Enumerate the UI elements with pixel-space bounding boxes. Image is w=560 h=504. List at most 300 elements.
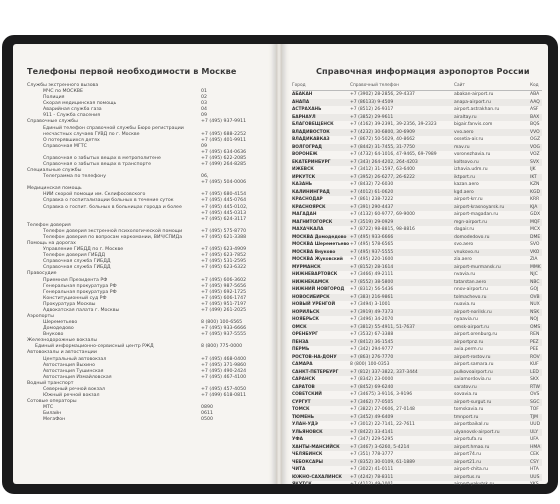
airport-site: airport-chita.ru <box>454 467 488 472</box>
airport-site: domodedovo.ru <box>454 234 490 240</box>
airport-code: CSY <box>530 459 539 465</box>
airport-code: PEE <box>530 347 539 352</box>
table-row <box>292 399 542 407</box>
entry-number: +7 (495) 445-0102, <box>201 204 248 210</box>
entry-label: 911 - Служба спасения <box>43 113 101 119</box>
table-row <box>292 459 542 467</box>
airport-site: airport.samara.ru <box>454 362 494 367</box>
table-row <box>292 324 542 332</box>
airport-site: airportbaikal.ru <box>454 422 489 427</box>
entry-number: +7 (495) 467-4100 <box>201 374 247 380</box>
airport-code: VOG <box>530 144 541 150</box>
entry-label: Справочная служба ГИБДД <box>43 259 111 265</box>
airport-phone: +7 (86133) 9-4509 <box>350 99 394 105</box>
airport-site: airport.astrakhan.ru <box>454 107 500 112</box>
table-row <box>292 361 542 369</box>
entry-label: Северный речной вокзал <box>43 386 106 392</box>
airport-code: OMS <box>530 324 541 330</box>
airport-code: VVO <box>530 129 540 135</box>
airport-city: КАЗАНЬ <box>292 182 313 187</box>
airport-site: airport-magadan.ru <box>454 212 499 217</box>
airport-city: НИЖНЕВАРТОВСК <box>292 272 338 277</box>
table-row <box>292 376 542 384</box>
airport-code: TOF <box>530 407 539 412</box>
airport-code: HMA <box>530 444 541 450</box>
entry-number: +7 (495) 457-4050 <box>201 386 247 392</box>
airport-site: vvo.aero <box>454 129 474 135</box>
table-row <box>292 436 542 444</box>
airport-city: НОВОСИБИРСК <box>292 294 330 300</box>
airport-site: koltsovo.ru <box>454 159 479 165</box>
table-row <box>292 219 542 227</box>
table-row <box>292 391 542 399</box>
airport-phone: +7 (8422) 33-4141 <box>350 429 394 435</box>
airport-phone: +7 (3452) 49-6409 <box>350 414 394 420</box>
airport-code: UUS <box>530 474 540 480</box>
airport-phone: +7 (4112) 49-1001 <box>350 482 394 487</box>
airport-city: УФА <box>292 437 303 442</box>
table-row <box>292 309 542 317</box>
phone-entry <box>27 417 275 423</box>
airport-city: ПЕНЗА <box>292 339 309 345</box>
table-row <box>292 294 542 302</box>
airport-phone: +7 (4732) 64-1016, 47-9465, 69-7989 <box>350 152 437 157</box>
table-row <box>292 429 542 437</box>
airport-city: НОРИЛЬСК <box>292 309 320 315</box>
entry-label: Домодедово <box>43 326 74 332</box>
table-row <box>292 159 542 167</box>
airport-city: МОСКВА Домодедово <box>292 234 347 240</box>
entry-number: +7 (495) 445-0764 <box>201 198 247 204</box>
airport-phone: +7 (812) 337-3822, 337-3444 <box>350 369 418 375</box>
table-row <box>292 271 542 279</box>
airport-phone: +7 (391) 290-4437 <box>350 204 394 210</box>
entry-number: +7 (499) 264-8285 <box>201 162 247 168</box>
airport-code: SKX <box>530 377 539 382</box>
entry-label: Телефон доверия ГИБДД <box>43 253 106 259</box>
airport-phone: +7 (861) 238-7222 <box>350 197 394 202</box>
airport-city: ИРКУТСК <box>292 174 316 180</box>
entry-number: 09 <box>201 143 207 149</box>
table-row <box>292 151 542 159</box>
entry-label: Телефон доверия <box>27 222 71 228</box>
entry-label: Единый информационно-сервисный центр РЖД <box>35 344 154 350</box>
entry-number: 0611 <box>201 411 213 417</box>
table-row <box>292 369 542 377</box>
airport-city: ИЖЕВСК <box>292 167 314 172</box>
airport-code: NOJ <box>530 317 539 322</box>
airport-code: KZN <box>530 182 540 187</box>
airport-city: МОСКВА Жуковский <box>292 257 343 262</box>
airport-site: tolmachevo.ru <box>454 294 487 300</box>
entry-number: 0890 <box>201 405 213 411</box>
entry-number: +7 (495) 937-5555 <box>201 332 247 338</box>
table-row <box>292 249 542 257</box>
airport-code: NJC <box>530 272 538 277</box>
airport-site: anapa-airport.ru <box>454 99 491 105</box>
airport-code: KRR <box>530 197 540 202</box>
table-row <box>292 384 542 392</box>
entry-label: Центральный автовокзал <box>43 356 107 362</box>
airport-city: АНАПА <box>292 99 310 105</box>
airport-city: АБАКАН <box>292 92 313 97</box>
airport-phone: +7 (4232) 30-6800, 30-6909 <box>350 129 415 135</box>
left-page <box>13 44 276 484</box>
airport-site: sovavia.ru <box>454 392 478 397</box>
airport-city: САРАНСК <box>292 377 316 382</box>
entry-number: 01 <box>201 89 207 95</box>
entry-label: Аэропорты <box>27 313 54 319</box>
airport-phone: +7 (3012) 22-7141, 22-7611 <box>350 422 415 427</box>
table-row <box>292 129 542 137</box>
right-page <box>282 44 548 487</box>
entry-number: 04 <box>201 107 207 113</box>
table-row <box>292 481 542 489</box>
airport-city: АСТРАХАНЬ <box>292 107 322 112</box>
airport-site: iktport.ru <box>454 174 475 180</box>
airport-phone: +7 (3919) 49-7373 <box>350 309 394 315</box>
airport-phone: +7 (8452) 69-6240 <box>350 384 394 390</box>
entry-number: +7 (495) 371-9860 <box>201 362 247 368</box>
airport-city: САМАРА <box>292 362 313 367</box>
entry-label: Телефон доверия по вопросам наркомании, ВИЧ/СПИДа <box>43 234 183 240</box>
airport-code: BQS <box>530 122 540 127</box>
entry-label: Шереметьево <box>43 320 78 326</box>
entry-number: 09 <box>201 113 207 119</box>
airport-phone: +7 (3467) 3-6260, 5-4214 <box>350 444 410 450</box>
airport-city: МУРМАНСК <box>292 264 321 270</box>
entry-label: Справочная служба ГИБДД <box>43 265 111 271</box>
airport-phone: +7 (4132) 60-9777, 69-9000 <box>350 212 415 217</box>
airport-site: omsk-airport.ru <box>454 324 489 330</box>
airport-code: PEZ <box>530 339 539 345</box>
airport-city: САНКТ-ПЕТЕРБУРГ <box>292 369 339 375</box>
entry-label: Скорая медицинская помощь <box>43 101 117 107</box>
airport-code: KJA <box>530 204 538 210</box>
airport-city: ЯКУТСК <box>292 482 312 487</box>
airport-code: VOZ <box>530 152 540 157</box>
airport-code: BAX <box>530 114 540 120</box>
entry-label: Автовокзалы и автостанции <box>27 350 97 356</box>
airport-site: svo.aero <box>454 242 474 247</box>
airport-city: ВЛАДИВОСТОК <box>292 129 330 135</box>
entry-number: +7 (495) 624-3117 <box>201 216 247 222</box>
airport-code: NBC <box>530 279 540 285</box>
airport-site: airport21.ru <box>454 459 481 465</box>
airport-site: airportufa.ru <box>454 437 483 442</box>
entry-label: Автостанция Тушинская <box>43 368 104 374</box>
airport-phone: +7 (495) 933-6666 <box>350 234 394 240</box>
airport-site: airaltay.ru <box>454 114 477 120</box>
entry-number: 03 <box>201 101 207 107</box>
table-row <box>292 279 542 287</box>
airport-phone: +7 (4242) 78-8311 <box>350 474 394 480</box>
airport-phone: +7 (3822) 27-0606, 27-0148 <box>350 407 415 412</box>
airport-code: ABA <box>530 92 540 97</box>
airport-city: ОРЕНБУРГ <box>292 332 318 337</box>
entry-label: О потерявшихся детях <box>43 137 100 143</box>
entry-number: +7 (499) 618-0811 <box>201 392 247 398</box>
entry-label: Прокуратура Москвы <box>43 301 96 307</box>
entry-number: +7 (495) 623-6322 <box>201 265 247 271</box>
airport-city: ТОМСК <box>292 407 310 412</box>
airport-code: ULY <box>530 429 538 435</box>
entry-label: Автостанция Измайловская <box>43 374 112 380</box>
entry-number: +7 (495) 531-2595 <box>201 259 247 265</box>
airport-phone: +7 (3412) 31-1597, 63-6400 <box>350 167 415 172</box>
table-row <box>292 339 542 347</box>
entry-label: Справочная о забытых вещах в метрополитене <box>43 155 161 161</box>
airport-site: airport.orenburg.ru <box>454 332 498 337</box>
airport-code: ASF <box>530 107 539 112</box>
table-row <box>292 226 542 234</box>
airport-phone: +7 (8552) 38-5800 <box>350 279 394 285</box>
airport-city: НИЖНИЙ НОВГОРОД <box>292 287 345 292</box>
airport-code: HTA <box>530 467 539 472</box>
table-row <box>292 204 542 212</box>
airport-site: avia.perm.ru <box>454 347 483 352</box>
airport-phone: +7 (8152) 28-1614 <box>350 264 394 270</box>
airport-site: abakan-airport.ru <box>454 92 494 97</box>
entry-number: +7 (495) 445-0313 <box>201 210 247 216</box>
entry-number: +7 (495) 933-6666 <box>201 326 247 332</box>
table-row <box>292 106 542 114</box>
airport-phone: +7 (3462) 77-0505 <box>350 399 394 405</box>
airport-city: САРАТОВ <box>292 384 315 390</box>
airport-phone: +7 (347) 229-5295 <box>350 437 394 442</box>
airport-phone: +7 (3532) 67-3388 <box>350 332 394 337</box>
airport-phone: 8 (800) 100-0353 <box>350 362 390 367</box>
airport-site: dagair.ru <box>454 227 475 232</box>
entry-label: Приемная Президента РФ <box>43 277 108 283</box>
entry-label: Телефон доверия экстренной психологической помощи <box>43 228 183 234</box>
airport-site: vnukovo.ru <box>454 249 480 255</box>
airport-city: ЧЕБОКСАРЫ <box>292 459 323 465</box>
airport-phone: +7 (495) 220-1600 <box>350 257 394 262</box>
airport-site: saratov.ru <box>454 384 477 390</box>
airport-code: SVX <box>530 159 540 165</box>
airport-code: IJK <box>530 167 536 172</box>
airport-code: MQF <box>530 219 541 225</box>
entry-label: Билайн <box>43 411 62 417</box>
airport-city: ВЛАДИКАВКАЗ <box>292 137 330 142</box>
table-row <box>292 91 542 99</box>
airport-code: NSK <box>530 309 540 315</box>
airport-site: nvavia.ru <box>454 272 476 277</box>
airport-site: bigair.fanvis.com <box>454 122 493 127</box>
table-row <box>292 406 542 414</box>
airport-code: YKS <box>530 482 539 487</box>
airport-site: mgn-airport.ru <box>454 219 487 225</box>
entry-number: +7 (495) 490-2424 <box>201 368 247 374</box>
airport-phone: +7 (3022) 41-0111 <box>350 467 394 472</box>
airport-phone: +7 (495) 578-6565 <box>350 242 394 247</box>
airport-code: MMK <box>530 264 541 270</box>
table-row <box>292 301 542 309</box>
airport-code: DME <box>530 234 541 240</box>
entry-label: Справочные службы <box>27 119 78 125</box>
table-row <box>292 444 542 452</box>
table-row <box>292 421 542 429</box>
entry-number: +7 (495) 987-5656 <box>201 283 247 289</box>
entry-number: +7 (495) 622-2085 <box>201 155 247 161</box>
entry-number: +7 (495) 680-4154 <box>201 192 247 198</box>
entry-label: Справка о госпит. больных в больницах города и более <box>43 204 182 210</box>
airport-city: МАХАЧКАЛА <box>292 227 324 232</box>
entry-number: +7 (495) 937-9911 <box>201 119 247 125</box>
airport-phone: +7 (34675) 3-9116, 3-9196 <box>350 392 413 397</box>
airport-city: СОВЕТСКИЙ <box>292 392 322 397</box>
airport-phone: +7 (8352) 30-0109, 61-1889 <box>350 459 415 465</box>
moscow-phone-list <box>27 83 275 423</box>
airport-code: MCX <box>530 227 541 232</box>
airport-site: izhavia.udm.ru <box>454 167 488 172</box>
airport-phone: +7 (4162) 39-2391, 39-2356, 39-2323 <box>350 122 437 127</box>
entry-label: Сотовые операторы <box>27 399 77 405</box>
airport-city: МОСКВА Шереметьево <box>292 242 350 247</box>
airport-phone: +7 (3812) 55-4911, 51-7637 <box>350 324 415 330</box>
table-row <box>292 166 542 174</box>
airport-city: МАГНИТОГОРСК <box>292 219 333 225</box>
page-title: Справочная информация аэропортов России <box>316 66 530 76</box>
airport-site: airport74.ru <box>454 452 481 457</box>
table-row <box>292 316 542 324</box>
entry-number: +7 (495) 606-1747 <box>201 295 247 301</box>
airport-code: IKT <box>530 174 537 180</box>
airport-site: mav.ru <box>454 144 470 150</box>
entry-number: +7 (495) 623-7852 <box>201 253 247 259</box>
airport-site: nnov-airport.ru <box>454 287 488 292</box>
entry-label: несчастных случаев ГУВД по г. Москве <box>43 131 140 137</box>
airport-code: SVO <box>530 242 540 247</box>
airport-site: kazan.aero <box>454 182 479 187</box>
airport-city: БАРНАУЛ <box>292 114 316 120</box>
entry-label: Службы экстренного вызова <box>27 83 99 88</box>
table-row <box>292 136 542 144</box>
airport-site: airportpnz.ru <box>454 339 484 345</box>
table-row <box>292 354 542 362</box>
airport-city: ЕКАТЕРИНБУРГ <box>292 159 331 165</box>
airport-code: OGZ <box>530 137 541 142</box>
table-row <box>292 264 542 272</box>
entry-number: +7 (495) 692-1725 <box>201 289 247 295</box>
entry-number: +7 (495) 688-2252 <box>201 131 247 137</box>
airport-city: ОМСК <box>292 324 307 330</box>
table-row <box>292 466 542 474</box>
entry-number: +7 (495) 606-3602 <box>201 277 247 283</box>
airport-code: ZIA <box>530 257 538 262</box>
entry-label: Медицинская помощь <box>27 186 82 192</box>
airport-code: VKO <box>530 249 540 255</box>
airport-phone: +7 (343) 264-4202, 264-4203 <box>350 159 418 165</box>
airport-code: ROV <box>530 354 540 360</box>
airport-site: ossetia-air.ru <box>454 137 484 142</box>
table-row <box>292 331 542 339</box>
airport-city: ЮЖНО-САХАЛИНСК <box>292 474 342 480</box>
airport-phone: +7 (495) 937-5555 <box>350 249 394 255</box>
airport-site: airport.hmao.ru <box>454 444 490 450</box>
entry-number: +7 (495) 575-8770 <box>201 228 247 234</box>
airport-city: КАЛИНИНГРАД <box>292 189 330 195</box>
airport-phone: +7 (3952) 26-6277, 26-6222 <box>350 174 415 180</box>
airport-city: НИЖНЕКАМСК <box>292 279 329 285</box>
entry-number: 8 (800) 100-6565 <box>201 320 243 326</box>
airport-phone: +7 (863) 276-7770 <box>350 354 394 360</box>
page-title: Телефоны первой необходимости в Москве <box>27 66 237 76</box>
airport-code: UFA <box>530 437 539 442</box>
airport-code: KGD <box>530 189 540 195</box>
airport-phone: +7 (3902) 28-2856, 29-4337 <box>350 92 415 97</box>
airport-site: airportus.ru <box>454 474 481 480</box>
entry-label: Справочная о забытых вещах в транспорте <box>43 162 152 168</box>
airport-city: РОСТОВ-НА-ДОНУ <box>292 354 337 360</box>
table-row <box>292 189 542 197</box>
entry-label: Специальные службы <box>27 168 82 174</box>
table-row <box>292 114 542 122</box>
airport-code: TJM <box>530 414 538 420</box>
airport-city: МОСКВА Внуково <box>292 249 336 255</box>
entry-number: +7 (495) 623-4909 <box>201 247 247 253</box>
table-row <box>292 121 542 129</box>
airport-site: airport-murmansk.ru <box>454 264 501 270</box>
entry-label: Справка о госпитализации больных в течение суток <box>43 198 174 204</box>
table-row <box>292 474 542 482</box>
entry-label: Конституционный суд РФ <box>43 295 107 301</box>
entry-number: +7 (495) 621-3388 <box>201 234 247 240</box>
airport-code: NUX <box>530 302 540 307</box>
entry-label: Южный речной вокзал <box>43 392 100 398</box>
airport-phone: +7 (8432) 72-6030 <box>350 182 394 187</box>
airport-site: airport-rostov.ru <box>454 354 491 360</box>
table-row <box>292 346 542 354</box>
entry-label: Полиция <box>43 95 65 101</box>
table-row <box>292 211 542 219</box>
entry-label: Помощь на дорогах <box>27 241 76 247</box>
airport-phone: +7 (3852) 29-9611 <box>350 114 394 120</box>
airport-city: НОЯБРЬСК <box>292 317 319 322</box>
entry-label: Аварийная служба газа <box>43 107 102 113</box>
airport-phone: +7 (8512) 26-9317 <box>350 107 394 112</box>
airport-site: airport-yakutsk.ru <box>454 482 495 487</box>
airport-site: zia.aero <box>454 257 472 262</box>
airport-city: ХАНТЫ-МАНСИЙСК <box>292 444 340 450</box>
entry-label: Водный транспорт <box>27 380 74 386</box>
entry-number: +7 (495) 468-0400 <box>201 356 247 362</box>
airport-code: REN <box>530 332 540 337</box>
entry-label: Железнодорожные вокзалы <box>27 338 98 344</box>
airport-code: OVB <box>530 294 540 300</box>
airport-code: OVS <box>530 392 540 397</box>
entry-label: Управление ГИБДД по г. Москве <box>43 247 124 253</box>
airport-code: AAQ <box>530 99 540 105</box>
airport-city: ВОРОНЕЖ <box>292 152 318 157</box>
airport-city: ЧИТА <box>292 467 306 472</box>
airport-site: nuavia.ru <box>454 302 476 307</box>
airport-site: kgd.aero <box>454 189 474 195</box>
entry-number: +7 (495) 401-9911 <box>201 137 247 143</box>
airport-phone: +7 (383) 216-9861 <box>350 294 394 300</box>
airport-phone: +7 (8342) 23-0000 <box>350 377 394 382</box>
airport-phone: +7 (8312) 56-5436 <box>350 287 394 292</box>
table-row <box>292 414 542 422</box>
table-row <box>292 181 542 189</box>
airport-city: МАГАДАН <box>292 212 317 217</box>
airport-city: НОВЫЙ УРЕНГОЙ <box>292 302 336 307</box>
airport-city: ПЕРМЬ <box>292 347 310 352</box>
entry-label: Единый телефон справочной службы Бюро регистрации <box>43 125 184 131</box>
column-header-city: Город <box>292 83 306 88</box>
entry-label: НИИ скорой помощи им. Склифосовского <box>43 192 146 198</box>
